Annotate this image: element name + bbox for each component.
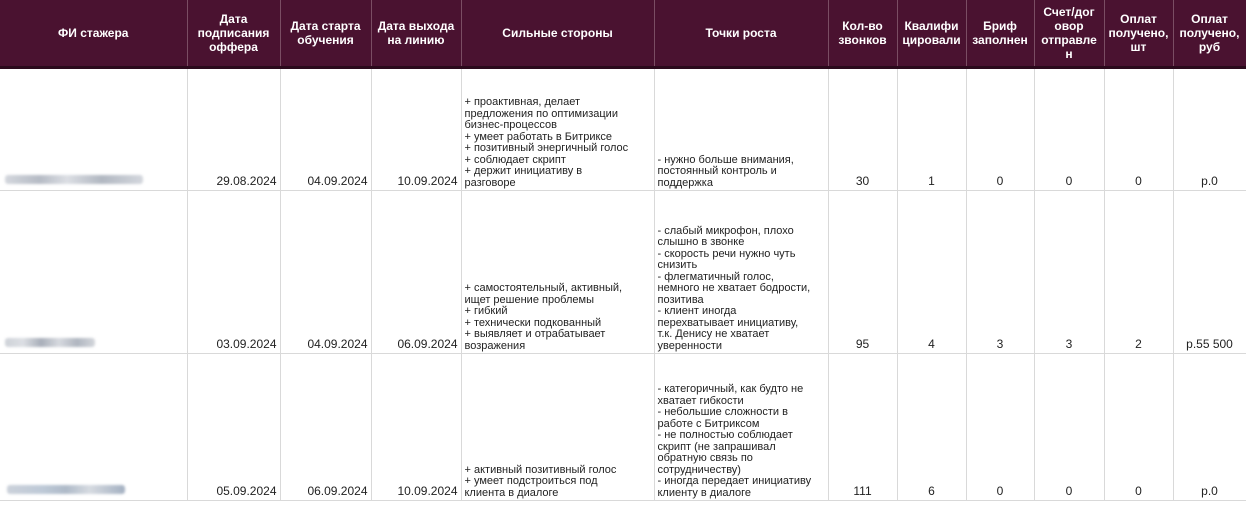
brief-cell[interactable]: 3	[966, 191, 1034, 354]
brief-cell[interactable]: 0	[966, 354, 1034, 501]
payments-rub-cell[interactable]: р.55 500	[1173, 191, 1246, 354]
table-row	[0, 191, 1246, 354]
payments-rub-cell[interactable]: р.0	[1173, 68, 1246, 191]
trainee-name-cell[interactable]	[0, 354, 187, 501]
header-invoice-sent[interactable]: Счет/дог овор отправле н	[1034, 0, 1104, 68]
strengths-cell[interactable]: + активный позитивный голос + умеет подстроиться под клиента в диалоге	[461, 354, 654, 501]
strengths-cell[interactable]: + самостоятельный, активный, ищет решение проблемы + гибкий + технически подкованный + выявляет и отрабатывает возражения	[461, 191, 654, 354]
payments-count-cell[interactable]: 2	[1104, 191, 1173, 354]
header-growth-points[interactable]: Точки роста	[654, 0, 828, 68]
invoice-cell[interactable]: 0	[1034, 354, 1104, 501]
training-start-cell[interactable]: 06.09.2024	[280, 354, 371, 501]
header-payments-count[interactable]: Оплат получено, шт	[1104, 0, 1173, 68]
qualified-cell[interactable]: 4	[897, 191, 966, 354]
line-start-cell[interactable]: 10.09.2024	[371, 68, 461, 191]
payments-count-cell[interactable]: 0	[1104, 354, 1173, 501]
redacted-name	[5, 175, 143, 184]
redacted-name	[7, 485, 125, 494]
header-line-start-date[interactable]: Дата выхода на линию	[371, 0, 461, 68]
header-training-start-date[interactable]: Дата старта обучения	[280, 0, 371, 68]
calls-cell[interactable]: 111	[828, 354, 897, 501]
training-start-cell[interactable]: 04.09.2024	[280, 191, 371, 354]
calls-cell[interactable]: 95	[828, 191, 897, 354]
offer-date-cell[interactable]: 29.08.2024	[187, 68, 280, 191]
header-strengths[interactable]: Сильные стороны	[461, 0, 654, 68]
offer-date-cell[interactable]: 05.09.2024	[187, 354, 280, 501]
trainee-name-cell[interactable]	[0, 191, 187, 354]
line-start-cell[interactable]: 06.09.2024	[371, 191, 461, 354]
training-start-cell[interactable]: 04.09.2024	[280, 68, 371, 191]
payments-rub-cell[interactable]: р.0	[1173, 354, 1246, 501]
header-calls-count[interactable]: Кол-во звонков	[828, 0, 897, 68]
header-brief-filled[interactable]: Бриф заполнен	[966, 0, 1034, 68]
header-offer-date[interactable]: Дата подписания оффера	[187, 0, 280, 68]
calls-cell[interactable]: 30	[828, 68, 897, 191]
invoice-cell[interactable]: 0	[1034, 68, 1104, 191]
header-row	[0, 0, 1246, 68]
header-trainee-name[interactable]: ФИ стажера	[0, 0, 187, 68]
trainee-name-cell[interactable]	[0, 68, 187, 191]
brief-cell[interactable]: 0	[966, 68, 1034, 191]
redacted-name	[5, 338, 95, 347]
offer-date-cell[interactable]: 03.09.2024	[187, 191, 280, 354]
strengths-cell[interactable]: + проактивная, делает предложения по оптимизации бизнес-процессов + умеет работать в Битриксе + позитивный энергичный голос + соблюдает скрипт + держит инициативу в разговоре	[461, 68, 654, 191]
growth-points-cell[interactable]: - нужно больше внимания, постоянный контроль и поддержка	[654, 68, 828, 191]
table-row	[0, 354, 1246, 501]
growth-points-cell[interactable]: - категоричный, как будто не хватает гибкости - небольшие сложности в работе с Битриксом - не полностью соблюдает скрипт (не запрашивал обратную связь по сотрудничеству) - иногда передает инициативу клиенту в диалоге	[654, 354, 828, 501]
payments-count-cell[interactable]: 0	[1104, 68, 1173, 191]
header-payments-rub[interactable]: Оплат получено, руб	[1173, 0, 1246, 68]
line-start-cell[interactable]: 10.09.2024	[371, 354, 461, 501]
invoice-cell[interactable]: 3	[1034, 191, 1104, 354]
table-row	[0, 68, 1246, 191]
qualified-cell[interactable]: 6	[897, 354, 966, 501]
header-qualified[interactable]: Квалифи цировали	[897, 0, 966, 68]
growth-points-cell[interactable]: - слабый микрофон, плохо слышно в звонке - скорость речи нужно чуть снизить - флегматичный голос, немного не хватает бодрости, позитива - клиент иногда перехватывает инициативу, т.к. Денису не хватает уверенности	[654, 191, 828, 354]
qualified-cell[interactable]: 1	[897, 68, 966, 191]
